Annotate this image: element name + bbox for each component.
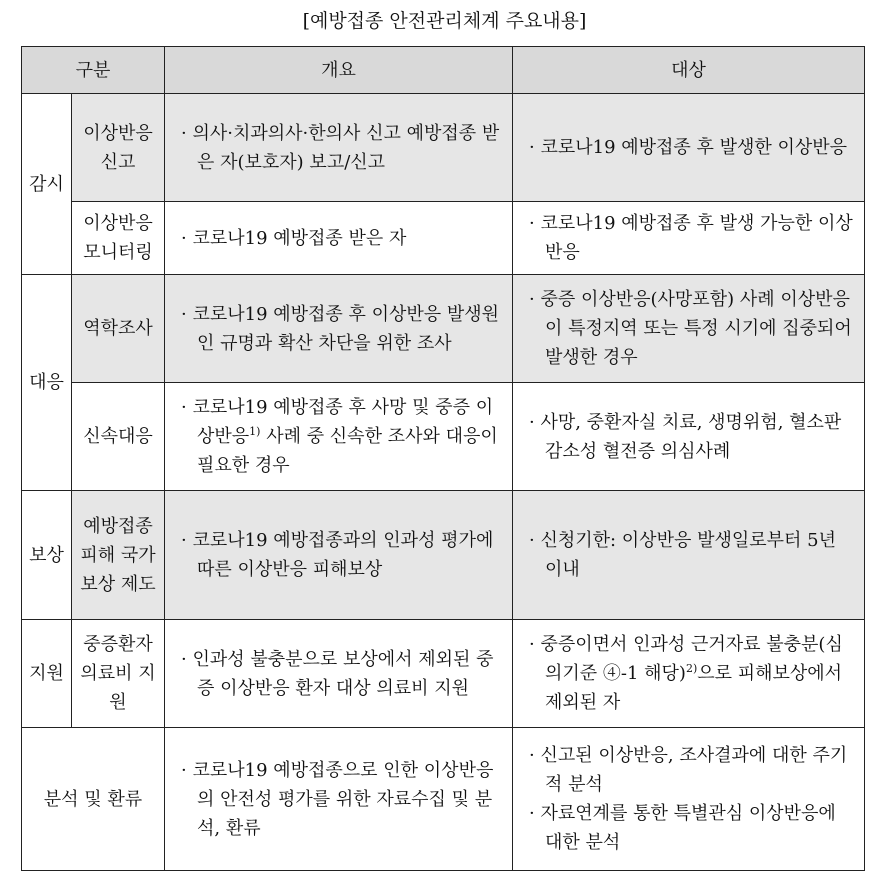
list-item: · 의사·치과의사·한의사 신고 예방접종 받은 자(보호자) 보고/신고: [177, 119, 502, 177]
overview-cell: [165, 491, 513, 620]
target-text: 으로 피해보상에서 제외된 자: [545, 663, 843, 713]
sub-adverse-monitoring: 이상반응 모니터링: [72, 202, 165, 275]
overview-text: 사례 중 신속한 조사와 대응이 필요한 경우: [197, 426, 498, 476]
table-row: [22, 94, 865, 202]
list-item: · 코로나19 예방접종 후 발생한 이상반응: [525, 133, 854, 162]
overview-cell: [165, 620, 513, 728]
header-target: 대상: [513, 47, 865, 94]
list-item: · 중증 이상반응(사망포함) 사례 이상반응이 특정지역 또는 특정 시기에 집중되어 발생한 경우: [525, 285, 854, 372]
list-item: · 자료연계를 통한 특별관심 이상반응에 대한 분석: [525, 799, 854, 857]
sub-epidemiology: 역학조사: [72, 275, 165, 383]
sub-compensation: 예방접종 피해 국가보상 제도: [72, 491, 165, 620]
overview-text: 코로나19 예방접종 후 사망 및 중증 이상반응: [192, 397, 494, 447]
footnote-marker: 1): [249, 425, 261, 438]
list-item: · 코로나19 예방접종 후 발생 가능한 이상반응: [525, 209, 854, 267]
target-cell: [513, 202, 865, 275]
header-overview: 개요: [165, 47, 513, 94]
table-row: [22, 620, 865, 728]
list-item: · 코로나19 예방접종으로 인한 이상반응의 안전성 평가를 위한 자료수집 및 분석, 환류: [177, 756, 502, 843]
target-cell: [513, 94, 865, 202]
header-row: [22, 47, 865, 94]
overview-cell: [165, 202, 513, 275]
target-cell: [513, 383, 865, 491]
list-item: [177, 393, 502, 480]
footnote-marker: 2): [685, 662, 698, 675]
overview-cell: [165, 94, 513, 202]
page-title: [예방접종 안전관리체계 주요내용]: [302, 10, 587, 32]
list-item: · 코로나19 예방접종 후 이상반응 발생원인 규명과 확산 차단을 위한 조사: [177, 300, 502, 358]
overview-cell: [165, 275, 513, 383]
header-category: 구분: [22, 47, 165, 94]
table-row: [22, 202, 865, 275]
target-text: 중증이면서 인과성 근거자료 불충분(심의기준 ④-1 해당): [540, 634, 843, 684]
list-item: · 인과성 불충분으로 보상에서 제외된 중증 이상반응 환자 대상 의료비 지원: [177, 645, 502, 703]
list-item: · 코로나19 예방접종과의 인과성 평가에 따른 이상반응 피해보상: [177, 526, 502, 584]
target-cell: [513, 491, 865, 620]
target-cell: [513, 275, 865, 383]
table-row: [22, 491, 865, 620]
list-item: [525, 630, 854, 717]
group-support: 지원: [22, 620, 72, 728]
safety-management-table: [21, 46, 865, 871]
group-analysis: 분석 및 환류: [22, 728, 165, 871]
list-item: · 신청기한: 이상반응 발생일로부터 5년 이내: [525, 526, 854, 584]
group-compensation: 보상: [22, 491, 72, 620]
sub-medical-support: 중증환자 의료비 지원: [72, 620, 165, 728]
sub-rapid-response: 신속대응: [72, 383, 165, 491]
table-row: [22, 383, 865, 491]
group-monitoring: 감시: [22, 94, 72, 275]
list-item: · 신고된 이상반응, 조사결과에 대한 주기적 분석: [525, 741, 854, 799]
target-cell: [513, 620, 865, 728]
list-item: · 코로나19 예방접종 받은 자: [177, 224, 502, 253]
overview-cell: [165, 383, 513, 491]
list-item: · 사망, 중환자실 치료, 생명위험, 혈소판감소성 혈전증 의심사례: [525, 408, 854, 466]
overview-cell: [165, 728, 513, 871]
group-response: 대응: [22, 275, 72, 491]
sub-adverse-report: 이상반응 신고: [72, 94, 165, 202]
table-row: [22, 275, 865, 383]
table-row: [22, 728, 865, 871]
target-cell: [513, 728, 865, 871]
